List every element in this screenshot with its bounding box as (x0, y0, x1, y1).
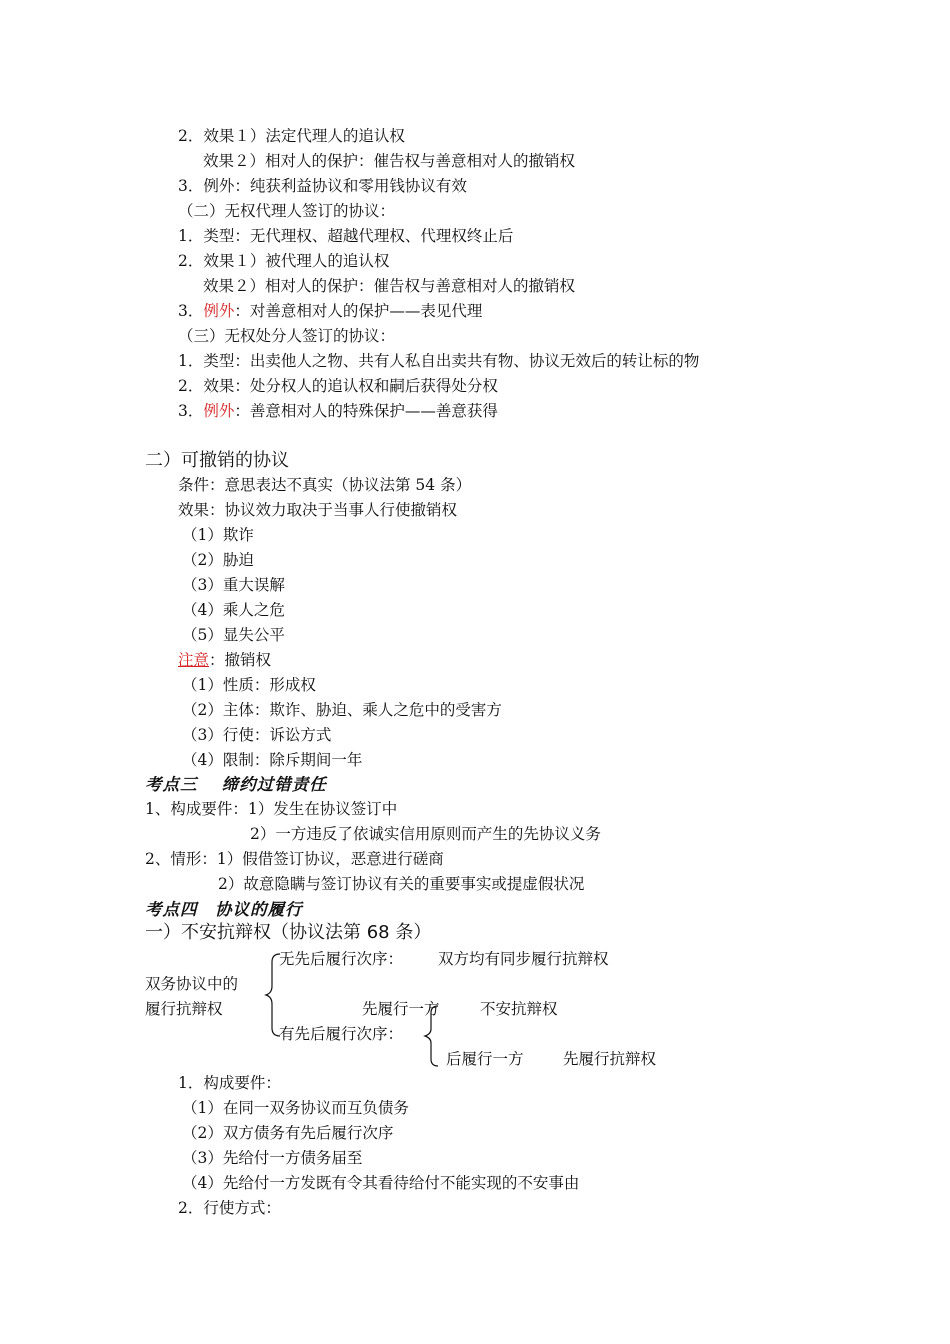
diagram-branch: 无先后履行次序： (279, 950, 404, 968)
text-line: 2．效果１）被代理人的追认权 (178, 252, 390, 270)
list-item: （4）先给付一方发既有令其看待给付不能实现的不安事由 (182, 1174, 580, 1192)
section-heading: 考点四 协议的履行 (145, 900, 303, 919)
list-item: （3）重大误解 (182, 576, 285, 594)
diagram-result: 双方均有同步履行抗辩权 (438, 950, 609, 968)
list-item: （2）胁迫 (182, 551, 254, 569)
list-item: （1）性质：形成权 (182, 676, 316, 694)
exception-label: 例外 (203, 302, 235, 320)
list-item: （2）主体：欺诈、胁迫、乘人之危中的受害方 (182, 701, 502, 719)
exception-label: 例外 (203, 402, 235, 420)
text-line: 2、情形：1）假借签订协议，恶意进行磋商 (145, 850, 444, 868)
text-prefix: 3． (178, 402, 204, 420)
section-heading: 二）可撤销的协议 (145, 450, 289, 471)
text-line: 2）一方违反了依诚实信用原则而产生的先协议义务 (250, 825, 601, 843)
text-line: 2）故意隐瞒与签订协议有关的重要事实或提虚假状况 (218, 875, 585, 893)
diagram-result: 不安抗辩权 (480, 1000, 558, 1018)
text-line: 1、构成要件：1）发生在协议签订中 (145, 800, 398, 818)
list-item: （4）限制：除斥期间一年 (182, 751, 363, 769)
section-heading: （三）无权处分人签订的协议： (178, 327, 396, 345)
subsection-heading: 一）不安抗辩权（协议法第 68 条） (145, 922, 432, 943)
text-line (178, 301, 482, 321)
text-line: 2．效果１）法定代理人的追认权 (178, 127, 405, 145)
list-item: （1）在同一双务协议而互负债务 (182, 1099, 409, 1117)
text-prefix: 3． (178, 302, 204, 320)
text-rest: ：善意相对人的特殊保护——善意获得 (234, 402, 498, 420)
list-item: （3）行使：诉讼方式 (182, 726, 332, 744)
text-line: 条件：意思表达不真实（协议法第 54 条） (178, 476, 472, 494)
text-rest: ：对善意相对人的保护——表见代理 (234, 302, 483, 320)
list-item: （2）双方债务有先后履行次序 (182, 1124, 394, 1142)
text-line: 2．行使方式： (178, 1199, 281, 1217)
note-label: 注意 (178, 651, 210, 669)
diagram-root-label: 履行抗辩权 (145, 1000, 223, 1018)
text-line: 1．类型：出卖他人之物、共有人私自出卖共有物、协议无效后的转让标的物 (178, 352, 700, 370)
text-line: 2．效果：处分权人的追认权和嗣后获得处分权 (178, 377, 498, 395)
list-item: （3）先给付一方债务届至 (182, 1149, 363, 1167)
text-line (178, 401, 498, 421)
diagram-sub-branch: 后履行一方 (446, 1050, 524, 1068)
list-item: （1）欺诈 (182, 526, 254, 544)
text-line: 1．构成要件： (178, 1074, 281, 1092)
note-rest: ：撤销权 (209, 651, 272, 669)
note-line (178, 650, 271, 670)
text-line: 3．例外：纯获利益协议和零用钱协议有效 (178, 177, 467, 195)
text-line: 效果：协议效力取决于当事人行使撤销权 (178, 501, 458, 519)
text-line: 效果２）相对人的保护：催告权与善意相对人的撤销权 (203, 277, 576, 295)
text-line: 效果２）相对人的保护：催告权与善意相对人的撤销权 (203, 152, 576, 170)
section-heading: （二）无权代理人签订的协议： (178, 202, 396, 220)
diagram-result: 先履行抗辩权 (563, 1050, 657, 1068)
diagram-branch: 有先后履行次序： (279, 1025, 404, 1043)
list-item: （5）显失公平 (182, 626, 285, 644)
text-line: 1．类型：无代理权、超越代理权、代理权终止后 (178, 227, 514, 245)
diagram-sub-branch: 先履行一方 (362, 1000, 440, 1018)
diagram-root-label: 双务协议中的 (145, 975, 239, 993)
section-heading: 考点三 缔约过错责任 (145, 775, 327, 794)
list-item: （4）乘人之危 (182, 601, 285, 619)
